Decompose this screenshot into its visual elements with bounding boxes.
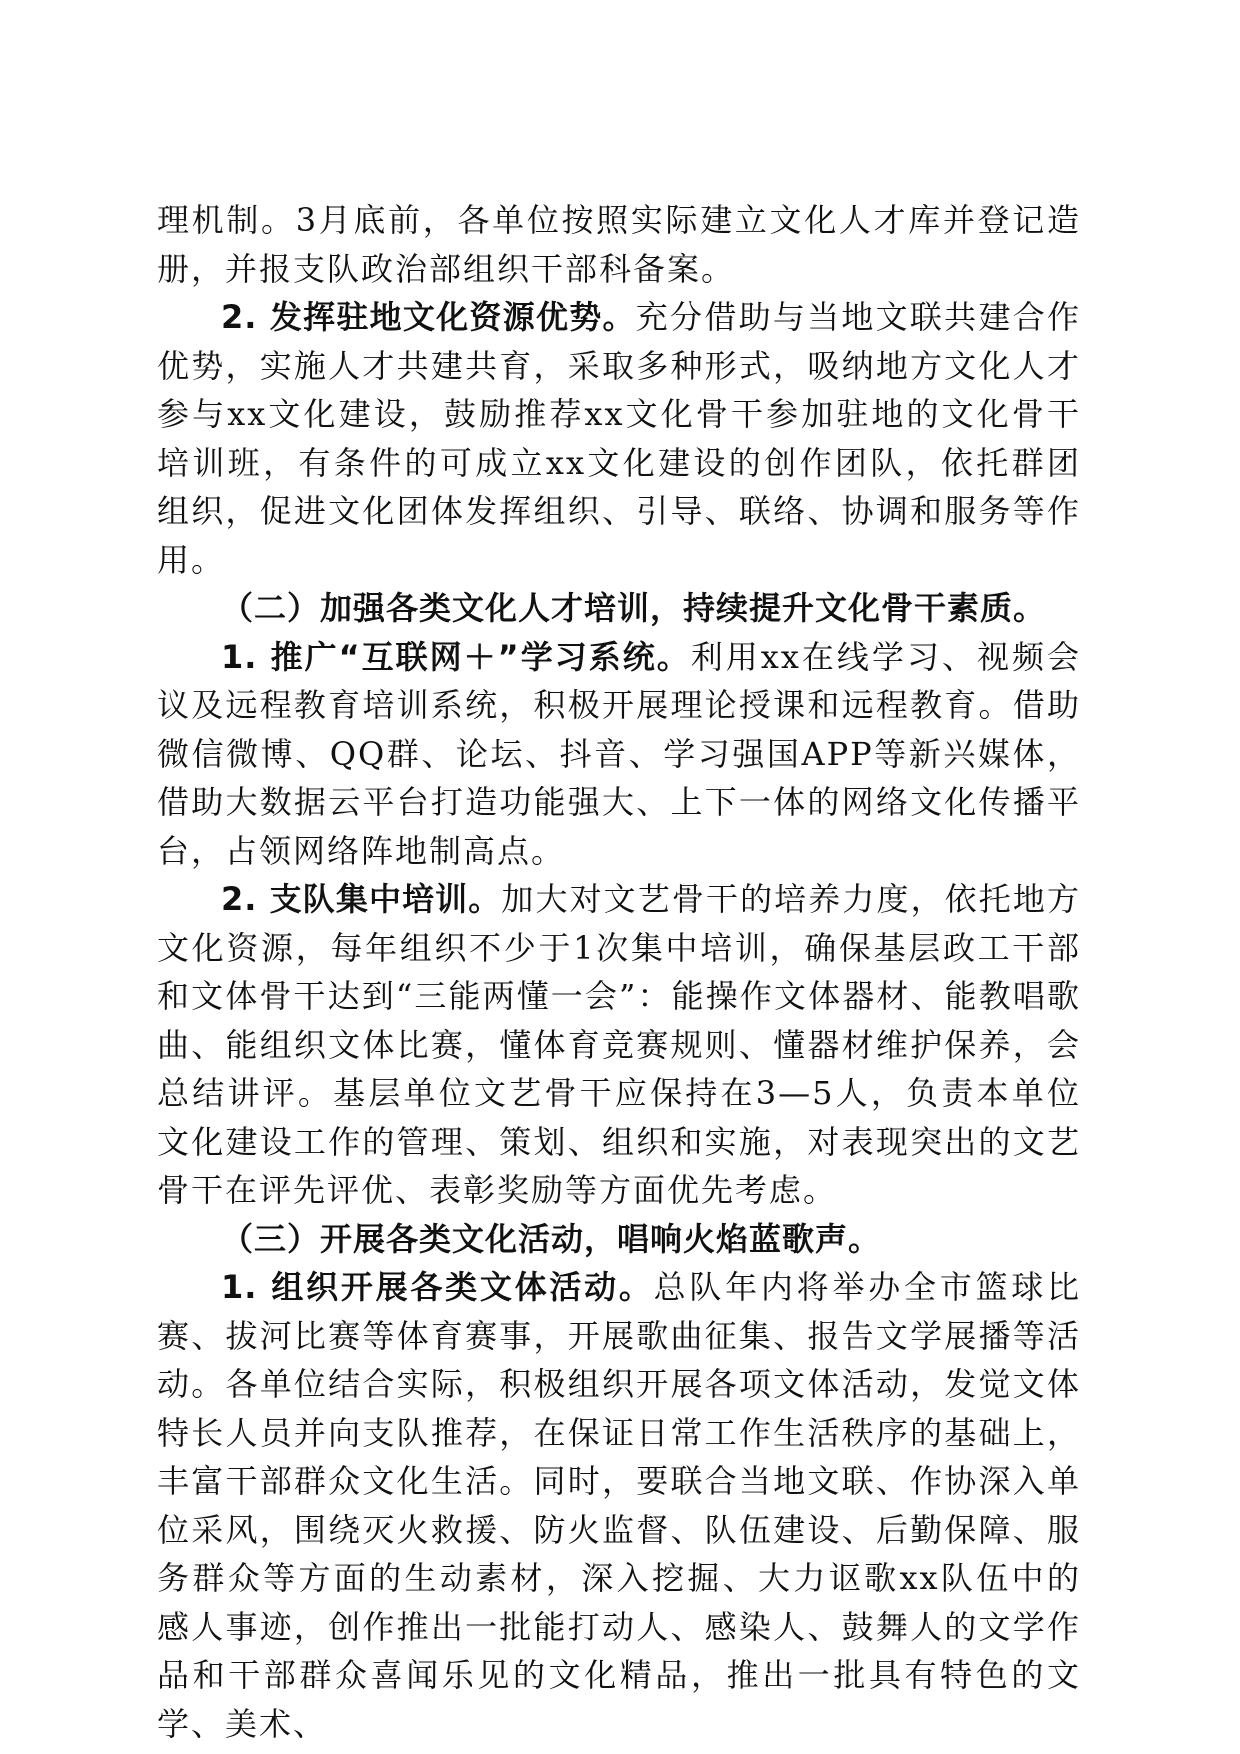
paragraph-item-cultural-activities — [157, 1263, 1081, 1748]
paragraph-lead: 1. 组织开展各类文体活动。 — [221, 1268, 654, 1306]
heading-text: （三）开展各类文化活动，唱响火焰蓝歌声。 — [221, 1219, 882, 1258]
document-body — [157, 196, 1081, 1748]
paragraph-text: 总队年内将举办全市篮球比赛、拔河比赛等体育赛事，开展歌曲征集、报告文学展播等活动。各单位结合实际，积极组织开展各项文体活动，发觉文体特长人员并向支队推荐，在保证日常工作生活秩序的基础上，丰富干部群众文化生活。同时，要联合当地文联、作协深入单位采风，围绕灭火救援、防火监督、队伍建设、后勤保障、服务群众等方面的生动素材，深入挖掘、大力讴歌xx队伍中的感人事迹，创作推出一批能打动人、感染人、鼓舞人的文学作品和干部群众喜闻乐见的文化精品，推出一批具有特色的文学、美术、 — [157, 1268, 1081, 1743]
paragraph-item-concentrated-training — [157, 875, 1081, 1215]
paragraph-lead: 2. 支队集中培训。 — [221, 880, 502, 918]
paragraph-item-internet-learning — [157, 633, 1081, 876]
paragraph-continuation — [157, 196, 1081, 293]
section-heading-2 — [157, 584, 1081, 633]
paragraph-text: 理机制。3月底前，各单位按照实际建立文化人才库并登记造册，并报支队政治部组织干部科备案。 — [157, 201, 1081, 288]
paragraph-lead: 2. 发挥驻地文化资源优势。 — [221, 298, 636, 336]
paragraph-item-local-culture — [157, 293, 1081, 584]
section-heading-3 — [157, 1215, 1081, 1264]
heading-text: （二）加强各类文化人才培训，持续提升文化骨干素质。 — [221, 589, 1047, 627]
paragraph-text: 加大对文艺骨干的培养力度，依托地方文化资源，每年组织不少于1次集中培训，确保基层政工干部和文体骨干达到“三能两懂一会”：能操作文体器材、能教唱歌曲、能组织文体比赛，懂体育竞赛规则、懂器材维护保养，会总结讲评。基层单位文艺骨干应保持在3—5人，负责本单位文化建设工作的管理、策划、组织和实施，对表现突出的文艺骨干在评先评优、表彰奖励等方面优先考虑。 — [157, 880, 1081, 1209]
paragraph-text: 利用xx在线学习、视频会议及远程教育培训系统，积极开展理论授课和远程教育。借助微信微博、QQ群、论坛、抖音、学习强国APP等新兴媒体，借助大数据云平台打造功能强大、上下一体的网络文化传播平台，占领网络阵地制高点。 — [157, 637, 1081, 870]
paragraph-lead: 1. 推广“互联网＋”学习系统。 — [221, 637, 691, 676]
paragraph-text: 充分借助与当地文联共建合作优势，实施人才共建共育，采取多种形式，吸纳地方文化人才参与xx文化建设，鼓励推荐xx文化骨干参加驻地的文化骨干培训班，有条件的可成立xx文化建设的创作团队，依托群团组织，促进文化团体发挥组织、引导、联络、协调和服务等作用。 — [157, 298, 1081, 579]
